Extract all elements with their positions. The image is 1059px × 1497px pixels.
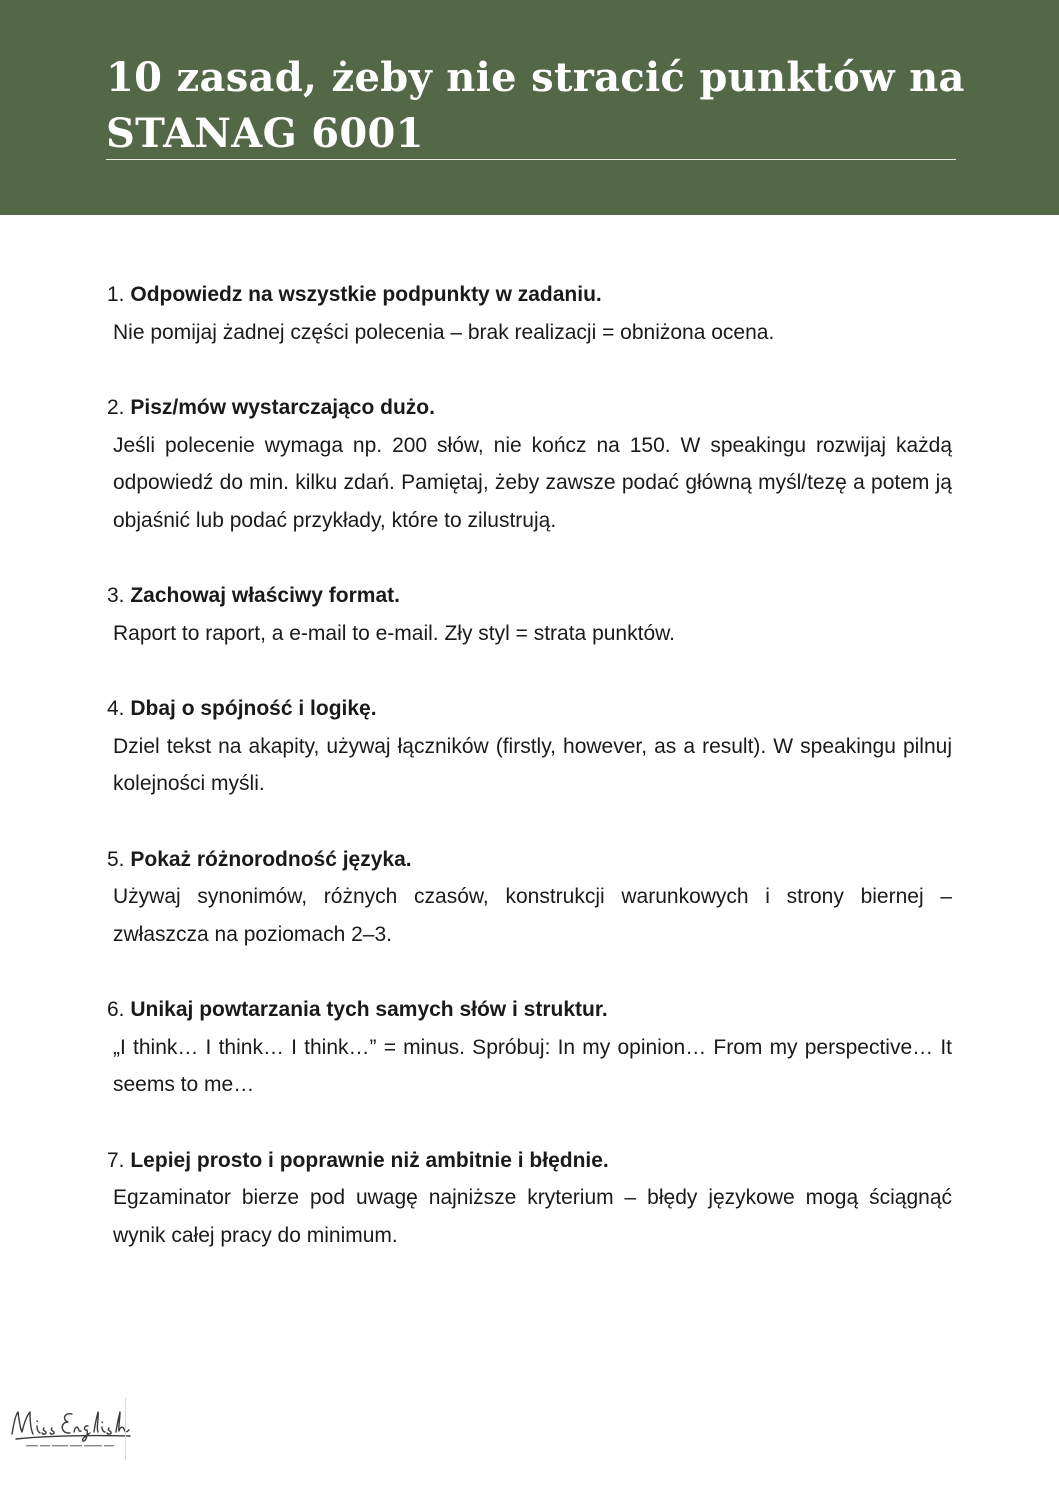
rule-title: Pisz/mów wystarczająco dużo. [130,396,435,419]
rule-item [107,1142,952,1255]
rule-heading [107,841,952,879]
signature-logo [6,1398,136,1458]
rule-number: 5. [107,847,125,871]
rule-heading [107,690,952,728]
rule-heading [107,276,952,314]
rule-title: Lepiej prosto i poprawnie niż ambitnie i błędnie. [130,1148,609,1172]
title-underline [106,159,956,160]
rule-heading [107,991,952,1029]
rule-heading [107,577,952,615]
rule-title: Zachowaj właściwy format. [130,584,400,607]
rule-number: 4. [107,697,125,720]
rule-body: „I think… I think… I think…” = minus. Spróbuj: In my opinion… From my perspective… It seems to me… [113,1035,952,1096]
rule-number: 1. [107,283,125,306]
rule-item [107,690,952,803]
rule-number: 6. [107,998,125,1021]
header-banner [0,0,1059,215]
rules-list [107,276,952,1292]
rule-body: Używaj synonimów, różnych czasów, konstrukcji warunkowych i strony biernej – zwłaszcza na poziomach 2–3. [113,885,952,946]
rule-title: Dbaj o spójność i logikę. [130,697,377,720]
rule-body: Dziel tekst na akapity, używaj łączników (firstly, however, as a result). W speakingu pilnuj kolejności myśli. [113,734,952,795]
page-title: 10 zasad, żeby nie stracić punktów na STANAG 6001 [106,54,965,157]
rule-item [107,276,952,351]
rule-item [107,841,952,954]
logo-divider [125,1398,126,1460]
rule-title: Pokaż różnorodność języka. [130,847,412,871]
rule-title: Unikaj powtarzania tych samych słów i struktur. [130,998,608,1021]
rule-item [107,577,952,652]
rule-body: Jeśli polecenie wymaga np. 200 słów, nie kończ na 150. W speakingu rozwijaj każdą odpowiedź do min. kilku zdań. Pamiętaj, żeby zawsze podać główną myśl/tezę a potem ją objaśnić lub podać przykłady, które to zilustrują. [113,433,952,532]
rule-number: 3. [107,584,125,607]
rule-number: 7. [107,1148,125,1172]
rule-number: 2. [107,396,125,419]
rule-item [107,389,952,539]
rule-body: Raport to raport, a e-mail to e-mail. Zły styl = strata punktów. [113,621,675,645]
rule-body: Nie pomijaj żadnej części polecenia – brak realizacji = obniżona ocena. [113,320,775,344]
rule-heading [107,1142,952,1180]
rule-heading [107,389,952,427]
rule-item [107,991,952,1104]
rule-body: Egzaminator bierze pod uwagę najniższe kryterium – błędy językowe mogą ściągnąć wynik całej pracy do minimum. [113,1186,952,1247]
rule-title: Odpowiedz na wszystkie podpunkty w zadaniu. [130,283,602,306]
